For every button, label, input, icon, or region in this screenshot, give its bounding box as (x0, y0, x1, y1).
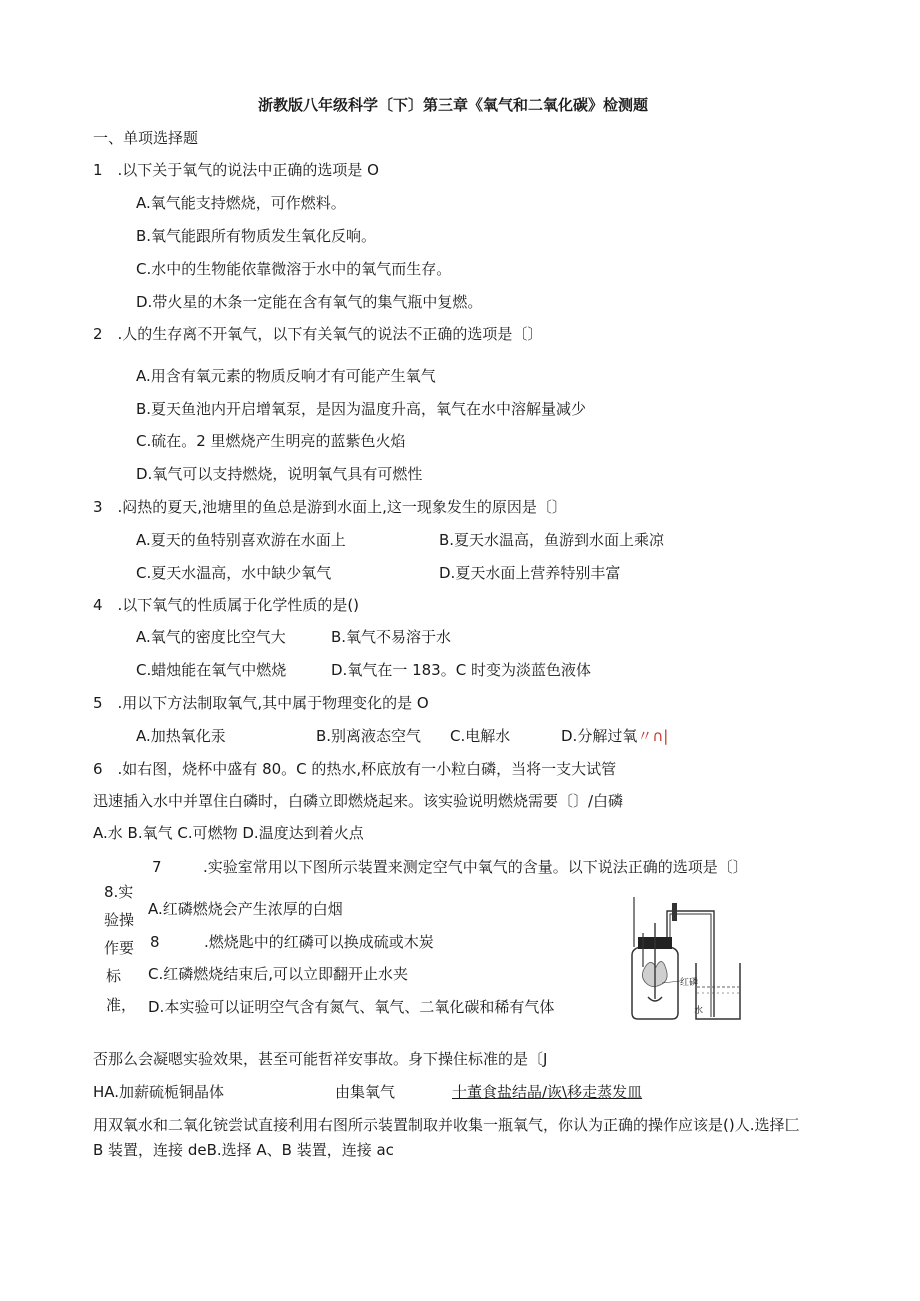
label-water: 水 (694, 1006, 704, 1016)
q1-option-d: D.带火星的木条一定能在含有氧气的集气瓶中复燃。 (136, 293, 483, 311)
q4-option-d: D.氧气在一 183。C 时变为淡蓝色液体 (331, 661, 591, 679)
q8-side-fragment: 准， (106, 996, 137, 1014)
q4-stem: 4 .以下氧气的性质属于化学性质的是() (93, 596, 360, 614)
q2-option-b: B.夏天鱼池内开启增氧泵，是因为温度升高，氧气在水中溶解量减少 (136, 400, 587, 418)
q2-option-a: A.用含有氧元素的物质反响才有可能产生氧气 (136, 367, 436, 385)
q3-option-b: B.夏天水温高，鱼游到水面上乘凉 (439, 531, 665, 549)
q3-option-c: C.夏天水温高，水中缺少氧气 (136, 564, 332, 582)
q8-side-fragment: 标 (106, 967, 122, 985)
q1-option-a: A.氧气能支持燃烧，可作燃料。 (136, 194, 346, 212)
q7-option-b: .燃烧匙中的红磷可以换成硫或木炭 (204, 933, 434, 951)
q5-option-d (561, 726, 668, 746)
q1-stem: 1 .以下关于氧气的说法中正确的选项是 O (93, 161, 379, 179)
q8-option-2: 由集氧气 (335, 1083, 396, 1101)
q4-option-b: B.氧气不易溶于水 (331, 628, 452, 646)
document-title: 浙教版八年级科学〔下〕第三章《氧气和二氧化碳》检测题 (258, 96, 649, 114)
q7-option-b-number: 8 (150, 933, 160, 951)
q8-side-fragment: 验操 (104, 911, 135, 929)
q5-option-c: C.电解水 (450, 727, 511, 745)
q6-stem-line2: 迅速插入水中并罩住白磷时，白磷立即燃烧起来。该实验说明燃烧需要〔〕/白磷 (93, 792, 624, 810)
q9-stem-line2: B 装置，连接 deB.选择 A、B 装置，连接 ac (93, 1141, 394, 1159)
q2-stem: 2 .人的生存离不开氧气，以下有关氧气的说法不正确的选项是〔〕 (93, 325, 543, 343)
q6-options: A.水 B.氧气 C.可燃物 D.温度达到着火点 (93, 824, 364, 842)
q7-number: 7 (152, 858, 162, 876)
q5-option-d-mark: 〃∩| (637, 727, 669, 745)
q6-stem: 6 .如右图，烧杯中盛有 80。C 的热水,杯底放有一小粒白磷，当将一支大试管 (93, 760, 617, 778)
q1-option-c: C.水中的生物能依靠微溶于水中的氧气而生存。 (136, 260, 452, 278)
q7-option-d: D.本实验可以证明空气含有氮气、氧气、二氧化碳和稀有气体 (148, 998, 555, 1016)
q4-option-a: A.氧气的密度比空气大 (136, 628, 286, 646)
q7-option-a: A.红磷燃烧会产生浓厚的白烟 (148, 900, 343, 918)
q5-option-b: B.别离液态空气 (316, 727, 422, 745)
q9-stem: 用双氧水和二氧化铳尝试直接利用右图所示装置制取并收集一瓶氧气，你认为正确的操作应该是()人.选择匚 (93, 1116, 800, 1134)
q2-option-d: D.氧气可以支持燃烧，说明氧气具有可燃性 (136, 465, 423, 483)
q3-stem: 3 .闷热的夏天,池塘里的鱼总是游到水面上,这一现象发生的原因是〔〕 (93, 498, 567, 516)
q1-option-b: B.氧气能跟所有物质发生氧化反响。 (136, 227, 377, 245)
q7-option-c: C.红磷燃烧结束后,可以立即翻开止水夹 (148, 965, 409, 983)
q3-option-a: A.夏天的鱼特别喜欢游在水面上 (136, 531, 346, 549)
q5-stem: 5 .用以下方法制取氧气,其中属于物理变化的是 O (93, 694, 429, 712)
q8-side-fragment: 8.实 (104, 883, 134, 901)
water-stop-clamp-icon (672, 903, 677, 921)
q5-option-d-text: D.分解过氧 (561, 727, 638, 745)
label-red-phosphorus: 红磷 (680, 978, 699, 988)
q3-option-d: D.夏天水面上营养特别丰富 (439, 564, 621, 582)
q8-option-1: HA.加薪硫栀铜晶体 (93, 1083, 225, 1101)
q7-stem: .实验室常用以下图所示装置来测定空气中氧气的含量。以下说法正确的选项是〔〕 (203, 858, 748, 876)
q2-option-c: C.硫在。2 里燃烧产生明亮的蓝紫色火焰 (136, 432, 406, 450)
q8-option-3: 十董食盐结晶/诙\移走蒸发皿 (452, 1083, 643, 1101)
oxygen-measurement-apparatus-figure (612, 893, 744, 1023)
section-heading: 一、单项选择题 (93, 129, 199, 147)
q4-option-c: C.蜡烛能在氧气中燃烧 (136, 661, 287, 679)
q8-stem: 否那么会凝嗯实验效果，甚至可能哲祥安事故。身下操住标准的是〔J (93, 1050, 548, 1068)
q8-side-fragment: 作要 (104, 939, 135, 957)
q5-option-a: A.加热氧化汞 (136, 727, 226, 745)
